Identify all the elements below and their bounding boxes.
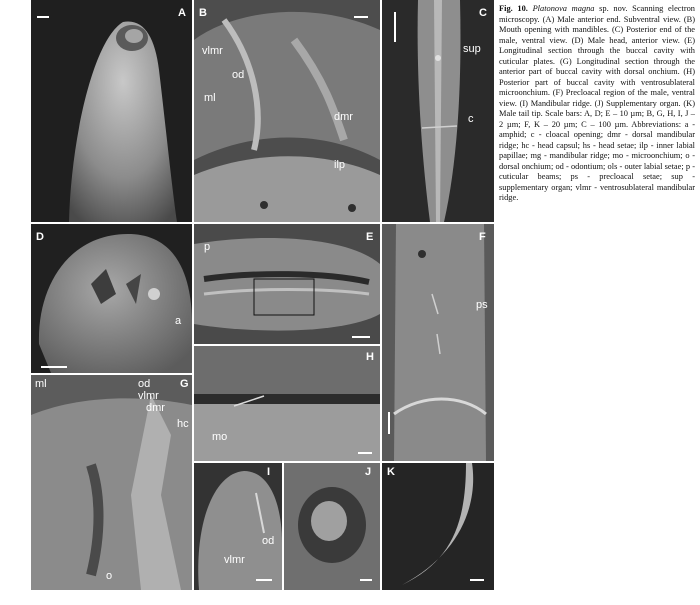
- panel-e-image: [194, 224, 380, 344]
- panel-k-image: [382, 463, 494, 590]
- panel-label-j: J: [365, 466, 372, 478]
- abbr-c: c: [468, 113, 474, 125]
- panel-j: [284, 463, 380, 590]
- abbr-od-i: od: [262, 535, 275, 547]
- panel-label-d: D: [36, 231, 44, 243]
- abbr-ilp: ilp: [334, 159, 346, 171]
- scale-bar-i: [256, 579, 272, 581]
- panel-f: [382, 224, 494, 461]
- panel-label-b: B: [199, 7, 207, 19]
- panel-b: [194, 0, 380, 222]
- panel-c: [382, 0, 494, 222]
- abbr-vlmr: vlmr: [202, 45, 223, 57]
- abbr-dmr: dmr: [334, 111, 353, 123]
- panel-label-e: E: [366, 231, 374, 243]
- panel-f-image: [382, 224, 494, 461]
- panel-i-image: [194, 463, 282, 590]
- caption-fig-number: Fig. 10.: [499, 4, 528, 13]
- panel-label-i: I: [267, 466, 271, 478]
- abbr-ml-g: ml: [35, 378, 47, 390]
- panel-label-k: K: [387, 466, 395, 478]
- abbr-ps: ps: [476, 299, 488, 311]
- panel-h-image: [194, 346, 380, 461]
- scale-bar-k: [470, 579, 484, 581]
- panel-g: [31, 375, 192, 590]
- scale-bar-b: [354, 16, 368, 18]
- panel-k: [382, 463, 494, 590]
- caption-text: sp. nov. Scanning electron microscopy. (A) Male anterior end. Subventral view. (B) Mouth opening with mandibles. (C) Posterior end of the male, ventral view. (D) Male head, anterior view. (E) Longitudinal section through the buccal cavity with cuticular plates. (G) Longitudinal section through the anterior part of buccal cavity with dorsal onchium. (H) Posterior part of buccal cavity with ventrosublateral microonchium. (F) Precloacal region of the male, ventral view. (I) Mandibular ridge. (J) Supplementary organ. (K) Male tail tip. Scale bars: A, D; E – 10 µm; B, G, H, I, J – 2 µm; F, K – 20 µm; C – 100 µm. Abbreviations: a - amphid; c - cloacal opening; dmr - dorsal mandibular ridge; hc - head capsul; hs - head setae; ilp - inner labial papillae; mg - mandibular ridge; mo - microonchium; o - dorsal onchium; od - odontium; ols - outer labial setae; p - cuticular beams; ps - precloacal setae; sup - supplementary organ; vlmr - ventrosublateral mandibular ridge.: [499, 4, 695, 202]
- panel-label-f: F: [479, 231, 486, 243]
- panel-label-g: G: [180, 378, 189, 390]
- scale-bar-c: [394, 12, 396, 42]
- figure-plate: [31, 0, 494, 592]
- abbr-vlmr-i: vlmr: [224, 554, 245, 566]
- abbr-vlmr-g: vlmr: [138, 390, 159, 402]
- panel-label-h: H: [366, 351, 374, 363]
- scale-bar-d: [41, 366, 67, 368]
- abbr-od-g: od: [138, 378, 151, 390]
- abbr-p: p: [204, 241, 211, 253]
- figure-caption: [499, 4, 695, 204]
- scale-bar-e: [352, 336, 370, 338]
- abbr-mo: mo: [212, 431, 228, 443]
- panel-c-image: [382, 0, 494, 222]
- scale-bar-j: [360, 579, 372, 581]
- scale-bar-h: [358, 452, 372, 454]
- panel-d: [31, 224, 192, 373]
- panel-d-image: [31, 224, 192, 373]
- panel-j-image: [284, 463, 380, 590]
- panel-g-image: [31, 375, 192, 590]
- abbr-sup: sup: [463, 43, 481, 55]
- abbr-hc: hc: [177, 418, 189, 430]
- panel-e: [194, 224, 380, 344]
- abbr-od: od: [232, 69, 245, 81]
- scale-bar-f: [388, 412, 390, 434]
- panel-label-c: C: [479, 7, 487, 19]
- panel-a-image: [31, 0, 192, 222]
- scale-bar-a: [37, 16, 49, 18]
- panel-h: [194, 346, 380, 461]
- abbr-ml: ml: [204, 92, 216, 104]
- abbr-a: a: [175, 315, 182, 327]
- abbr-o: o: [106, 570, 113, 582]
- abbr-dmr-g: dmr: [146, 402, 165, 414]
- panel-i: [194, 463, 282, 590]
- caption-species: Platonova magna: [532, 4, 595, 13]
- panel-a: [31, 0, 192, 222]
- panel-label-a: A: [178, 7, 186, 19]
